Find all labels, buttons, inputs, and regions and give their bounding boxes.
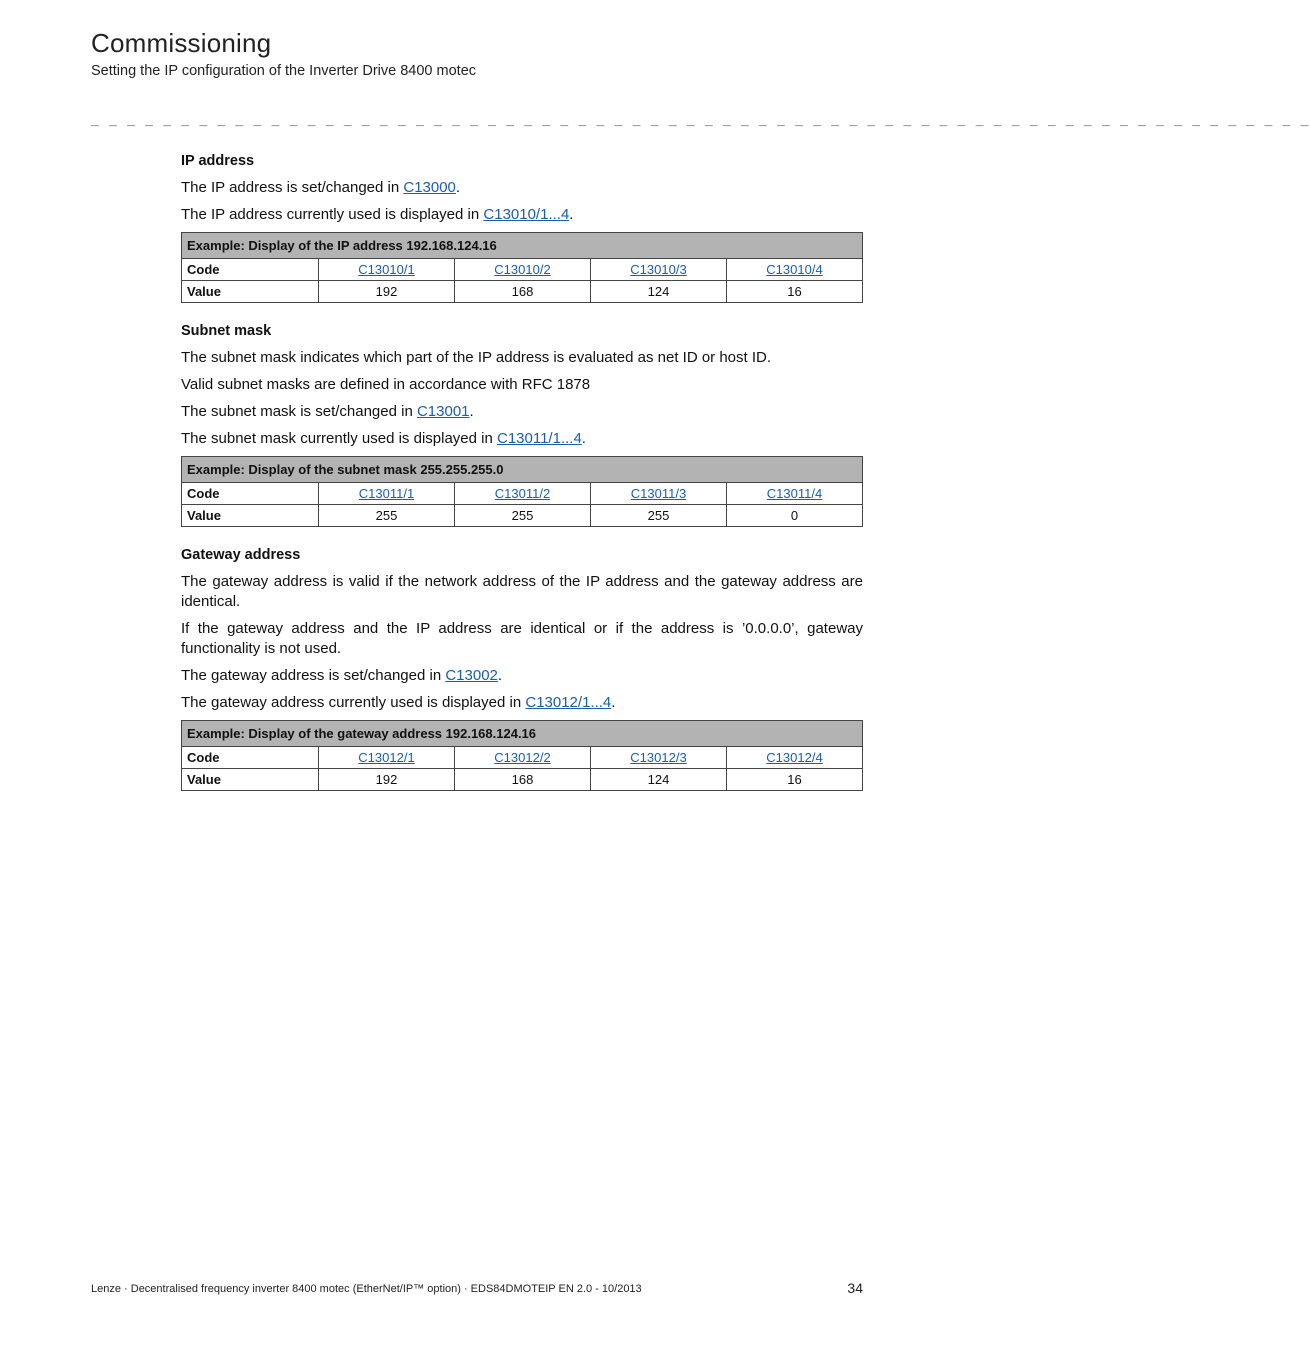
paragraph-text: .	[569, 206, 574, 223]
code-link[interactable]: C13011/3	[630, 486, 687, 501]
code-link[interactable]: C13011/2	[494, 486, 551, 501]
paragraph-text: .	[497, 667, 503, 684]
link-c13000[interactable]: C13000	[403, 179, 456, 196]
value-cell: 168	[455, 281, 591, 303]
table-cell	[727, 483, 863, 505]
section-ip-address	[181, 153, 863, 303]
value-cell: 192	[319, 281, 455, 303]
section-subnet-mask	[181, 323, 863, 527]
paragraph-text: The subnet mask indicates which part of the IP address is evaluated as net ID or host ID.	[181, 349, 772, 366]
paragraph	[181, 402, 863, 422]
code-link[interactable]: C13010/2	[494, 262, 551, 277]
dashed-rule: _ _ _ _ _ _ _ _ _ _ _ _ _ _ _ _ _ _ _ _ _ _ _ _ _ _ _ _ _ _ _ _ _ _ _ _ _ _ _ _ _ _ _ _ _ _ _ _ _ _ _ _ _ _ _ _ _ _ _ _ _ _ _ _ _ _ _ _	[91, 112, 1310, 127]
section-gateway-address	[181, 547, 863, 791]
link-c13001[interactable]: C13001	[416, 403, 470, 420]
paragraph-text: .	[611, 694, 616, 711]
link-c13002[interactable]: C13002	[445, 667, 498, 684]
value-cell: 192	[319, 769, 455, 791]
section-heading: Gateway address	[181, 547, 301, 563]
table-row	[182, 747, 863, 769]
code-link[interactable]: C13010/3	[630, 262, 687, 277]
table-row	[182, 505, 863, 527]
code-link[interactable]: C13012/4	[766, 750, 823, 765]
example-table-ip	[181, 232, 863, 303]
table-row	[182, 281, 863, 303]
paragraph	[181, 666, 863, 686]
paragraph-text: The gateway address currently used is displayed in	[181, 694, 526, 711]
row-label-code: Code	[182, 259, 319, 281]
table-caption: Example: Display of the gateway address 192.168.124.16	[182, 721, 863, 747]
paragraph-text: The subnet mask is set/changed in	[181, 403, 417, 420]
row-label-value: Value	[182, 505, 319, 527]
code-link[interactable]: C13011/1	[358, 486, 415, 501]
table-cell	[727, 747, 863, 769]
row-label-code: Code	[182, 747, 319, 769]
value-cell: 124	[591, 281, 727, 303]
value-cell: 16	[727, 769, 863, 791]
paragraph	[181, 429, 863, 449]
table-cell	[319, 259, 455, 281]
paragraph-text: If the gateway address and the IP address are identical or if the address is ’0.0.0.0’, gateway functionality is not used.	[181, 620, 863, 657]
section-heading: IP address	[181, 153, 255, 169]
paragraph-text: .	[455, 179, 461, 196]
table-cell	[591, 483, 727, 505]
chapter-subtitle: Setting the IP configuration of the Inverter Drive 8400 motec	[91, 63, 477, 79]
footer-text: Lenze · Decentralised frequency inverter 8400 motec (EtherNet/IP™ option) · EDS84DMOTEIP EN 2.0 - 10/2013	[91, 1283, 642, 1295]
value-cell: 255	[455, 505, 591, 527]
paragraph	[181, 178, 863, 198]
link-c13010[interactable]: C13010/1...4	[483, 206, 570, 223]
paragraph	[181, 348, 863, 368]
example-table-gateway	[181, 720, 863, 791]
table-cell	[455, 747, 591, 769]
page-number: 34	[847, 1280, 863, 1296]
paragraph	[181, 572, 863, 612]
value-cell: 255	[591, 505, 727, 527]
row-label-value: Value	[182, 281, 319, 303]
code-link[interactable]: C13012/3	[630, 750, 687, 765]
table-cell	[455, 483, 591, 505]
table-caption: Example: Display of the subnet mask 255.255.255.0	[182, 457, 863, 483]
table-cell	[455, 259, 591, 281]
paragraph	[181, 693, 863, 713]
paragraph-text: The subnet mask currently used is displayed in	[181, 430, 497, 447]
row-label-value: Value	[182, 769, 319, 791]
table-cell	[591, 747, 727, 769]
paragraph	[181, 375, 863, 395]
paragraph-text: .	[469, 403, 474, 420]
value-cell: 16	[727, 281, 863, 303]
table-cell	[591, 259, 727, 281]
row-label-code: Code	[182, 483, 319, 505]
paragraph	[181, 205, 863, 225]
paragraph-text: Valid subnet masks are defined in accordance with RFC 1878	[181, 376, 591, 393]
table-cell	[319, 483, 455, 505]
table-row	[182, 483, 863, 505]
paragraph-text: The IP address is set/changed in	[181, 179, 404, 196]
paragraph-text: The gateway address is set/changed in	[181, 667, 446, 684]
value-cell: 255	[319, 505, 455, 527]
value-cell: 0	[727, 505, 863, 527]
paragraph-text: The gateway address is valid if the network address of the IP address and the gateway address are identical.	[181, 573, 863, 610]
table-row	[182, 259, 863, 281]
paragraph	[181, 619, 863, 659]
paragraph-text: .	[581, 430, 586, 447]
value-cell: 124	[591, 769, 727, 791]
chapter-title: Commissioning	[91, 28, 272, 58]
link-c13012[interactable]: C13012/1...4	[525, 694, 612, 711]
table-cell	[319, 747, 455, 769]
code-link[interactable]: C13011/4	[766, 486, 823, 501]
example-table-subnet	[181, 456, 863, 527]
code-link[interactable]: C13010/4	[766, 262, 823, 277]
section-heading: Subnet mask	[181, 323, 272, 339]
code-link[interactable]: C13012/1	[358, 750, 415, 765]
value-cell: 168	[455, 769, 591, 791]
table-row	[182, 769, 863, 791]
page-content	[181, 153, 863, 811]
code-link[interactable]: C13012/2	[494, 750, 551, 765]
code-link[interactable]: C13010/1	[358, 262, 415, 277]
paragraph-text: The IP address currently used is displayed in	[181, 206, 484, 223]
table-caption: Example: Display of the IP address 192.168.124.16	[182, 233, 863, 259]
link-c13011[interactable]: C13011/1...4	[497, 430, 582, 447]
table-cell	[727, 259, 863, 281]
